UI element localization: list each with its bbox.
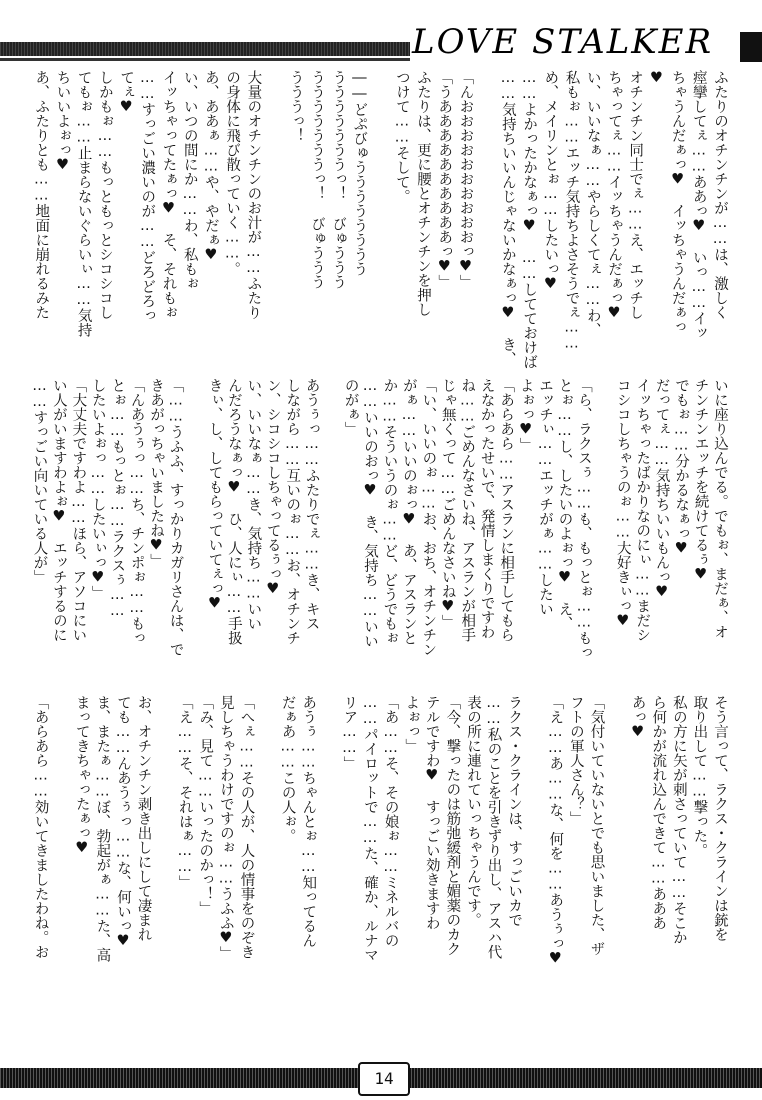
page-header (0, 14, 762, 64)
text-column: しながら……互いのぉ……お、オチンチ (284, 378, 301, 645)
text-column: い、いつの間にか……わ、私もぉ (181, 70, 198, 291)
text-column: ちいいよぉっ♥ (54, 70, 71, 173)
text-column: フトの軍人さん？」 (567, 695, 584, 826)
text-column: 「え……そ、それはぁ……」 (176, 695, 193, 890)
text-column: 「い、いいのぉ……お、おち、オチンチン (420, 378, 437, 657)
text-column: えなかったせいで、発情しまくりですわ (478, 378, 495, 639)
text-column: イッちゃったばかりなのにぃ……まだシ (634, 378, 651, 642)
text-column (263, 70, 284, 370)
text-column: じゃ無くって……ごめんなさいね♥」 (439, 378, 456, 629)
text-column: か……そういうのぉ……ど、どうでもぉ (381, 378, 398, 645)
text-column: ……すっごい向いている人が」 (31, 378, 48, 584)
text-column: ……いいのおっ♥ き、気持ち……いい (362, 378, 378, 648)
text-column: 「んおおおおおおおおおおっ♥」 (457, 70, 474, 289)
text-column: 私もぉ……エッチ気持ちよさそうでぇ…… (563, 70, 580, 352)
text-column: オチンチン同士でぇ……え、エッチし (627, 70, 644, 320)
text-column: ら何かが流れ込んできて……あああ (650, 695, 667, 930)
text-column: 「気付いていないとでも思いました、ザ (588, 695, 605, 956)
text-column: 「み、見て……いったのかっ！」 (197, 695, 214, 916)
text-column: しかもぉ……もっともっとシコシコし (96, 70, 113, 320)
text-column: あ、ふたりとも……地面に崩れるみた (33, 70, 50, 320)
text-column (475, 70, 496, 370)
text-column: 私の方に矢が刺さっていて……そこか (670, 695, 687, 945)
text-column: ……パイロットで……た、確か、ルナマ (362, 695, 378, 962)
text-column: あうぅっ……ふたりでぇ……き、キス (303, 378, 320, 631)
text-column: うううっ！ (287, 70, 304, 143)
text-column: 痙攣してぇ……ああっ♥ いっ……イッ (690, 70, 707, 340)
text-column: そう言って、ラクス・クラインは銃を (712, 695, 728, 942)
text-column: ……私のことを引きずり出し、アスハ代 (485, 695, 502, 959)
text-column: 表の所に連れていっちゃうんです。 (464, 695, 481, 927)
text-column: きぃ、し、してもらっていてぇっ♥ (206, 378, 223, 612)
page-number: 14 (358, 1062, 410, 1096)
text-column: だってぇ……気持ちいいもんっ♥ (653, 378, 670, 600)
text-column (369, 70, 390, 370)
text-column: ても……んあうぅっ……な、何いっ♥ (114, 695, 131, 949)
text-column (606, 695, 627, 1020)
text-column: 「今、撃ったのは筋弛緩剤と媚薬のカク (444, 695, 461, 956)
text-column: てもぉ……止まらないぐらいぃ……気持 (75, 70, 92, 337)
text-column: うううううううっ！ びゅううう (308, 70, 325, 289)
text-column: リア……」 (341, 695, 358, 771)
header-rule (0, 58, 410, 61)
text-column: でもぉ……分かるなぁっ♥ (673, 378, 690, 557)
text-column: ね……ごめんなさいね、アスランが相手 (459, 378, 476, 642)
text-column: 「うああああああああああっ♥」 (436, 70, 453, 289)
text-column: ちゃうんだぁっ♥ イッちゃうんだぁっ (669, 70, 686, 334)
text-column: ちゃってぇ……イッちゃうんだぁっ♥ (605, 70, 622, 321)
text-column: とぉ……し、したいのよぉっ♥ え、 (556, 378, 573, 631)
text-column: チンチンエッチを続けてるぅ♥ (692, 378, 709, 583)
text-column: うううううううっ！ びゅううう (330, 70, 347, 289)
text-column: の身体に飛び散っていく……。 (224, 70, 241, 276)
text-column: い、いいなぁ……やらしくてぇ……わ、 (584, 70, 601, 337)
text-column: てぇ♥ (118, 70, 135, 115)
text-column (318, 695, 339, 1020)
text-column: 「……うふふ、すっかりカガリさんは、で (167, 378, 184, 657)
text-column: 「へぇ……その人が、人の情事をのぞき (238, 695, 255, 959)
text-column: お、オチンチン剥き出しにして凄まれ (135, 695, 152, 942)
text-column: め、メイリンとぉ……したいっ♥ (542, 70, 559, 292)
text-column: つけて……そして。 (393, 70, 410, 204)
text-column: 「あ……そ、その娘ぉ……ミネルバの (382, 695, 399, 948)
text-column (322, 378, 341, 683)
text-column (51, 695, 72, 1020)
text-column: コシコしちゃうのぉ……大好きぃっ♥ (614, 378, 631, 629)
text-column: よぉっ♥」 (517, 378, 534, 452)
text-column: ……気持ちいいんじゃないかなぁっ♥ き、 (499, 70, 516, 366)
text-column: あ、ああぁ……や、やだぁ♥ (202, 70, 219, 263)
text-column: ……よかったかなぁっ♥ ……してておけば (521, 70, 538, 369)
text-column: 「あらあら……アスランに相手してもら (498, 378, 515, 642)
text-column: ♥ (648, 70, 665, 86)
text-column: ン、シコシコしちゃってるぅっ♥ (264, 378, 281, 597)
page-title: LOVE STALKER (412, 22, 714, 62)
text-column: ま、またぁ……ぼ、勃起がぁ……た、高 (94, 695, 111, 962)
text-column: ラクス・クラインは、すっごいカで (506, 695, 523, 927)
text-band-middle (30, 378, 730, 683)
text-column: 「ら、ラクスぅ……も、もっとぉ……もっ (575, 378, 592, 660)
text-column: ふたりのオチンチンが……は、激しく (712, 70, 728, 320)
text-column (186, 378, 205, 683)
text-column: ……すっごい濃いのが……どろどろっ (139, 70, 156, 323)
text-column: イッちゃってたぁっ♥ そ、それもぉ (160, 70, 177, 320)
text-column: きあがっちゃいましたね♥」 (148, 378, 165, 568)
text-column: い人がいますわよぉ♥ エッチするのに (50, 378, 67, 642)
text-column: あうぅ……ちゃんとぉ……知ってるん (300, 695, 317, 948)
text-column: だぁあ……この人ぉ。 (279, 695, 296, 843)
text-column: 取り出して……撃った。 (691, 695, 708, 858)
text-column: したいよぉっ……したいぃっ♥」 (89, 378, 106, 600)
text-column: のがぁ」 (342, 378, 359, 436)
text-column: テルですわ♥ すっごい効きますわ (423, 695, 440, 930)
text-column: よぉっ」 (403, 695, 420, 753)
text-column: い、いいなぁ……き、気持ち……いい (245, 378, 262, 631)
text-column: がぁ……いいのぉっ♥ あ、アスランと (400, 378, 417, 645)
header-tab (740, 32, 762, 62)
text-band-top (30, 70, 730, 370)
text-column: 「んあうぅっ……ち、チンポぉ……もっ (128, 378, 145, 645)
text-column: んだろうなぁっ♥ ひ、人にぃ……手扱 (225, 378, 242, 645)
text-column: ――どぷびゅうううううううう (351, 70, 368, 276)
text-column: まってきちゃったぁっ♥ (73, 695, 90, 856)
text-column: エッチぃ……エッチがぁ……したい (537, 378, 553, 616)
text-column (594, 378, 613, 683)
text-column: ふたりは、更に腰とオチンチンを押し (415, 70, 432, 317)
text-column: 見しちゃうわけですのぉ……うふふ♥」 (217, 695, 234, 961)
text-column: とぉ……もっとぉ……ラクスぅ…… (109, 378, 126, 619)
text-column (256, 695, 277, 1020)
text-column: いに座り込んでる。でもぉ、まだぁ、オ (712, 378, 728, 639)
text-column: 「え……あ……な、何を……あうぅっ♥ (547, 695, 564, 967)
text-column: 「大丈夫ですわよ……ほら、アソコにい (70, 378, 87, 642)
text-column: 「あらあら……効いてきましたわね。お (32, 695, 49, 959)
text-band-bottom (30, 695, 730, 1020)
header-stripe (0, 42, 410, 56)
text-column (154, 695, 175, 1020)
page-footer (0, 1058, 762, 1092)
text-column (524, 695, 545, 1020)
text-column: 大量のオチンチンのお汁が……ふたり (245, 70, 262, 320)
text-column: あっ♥ (629, 695, 646, 740)
